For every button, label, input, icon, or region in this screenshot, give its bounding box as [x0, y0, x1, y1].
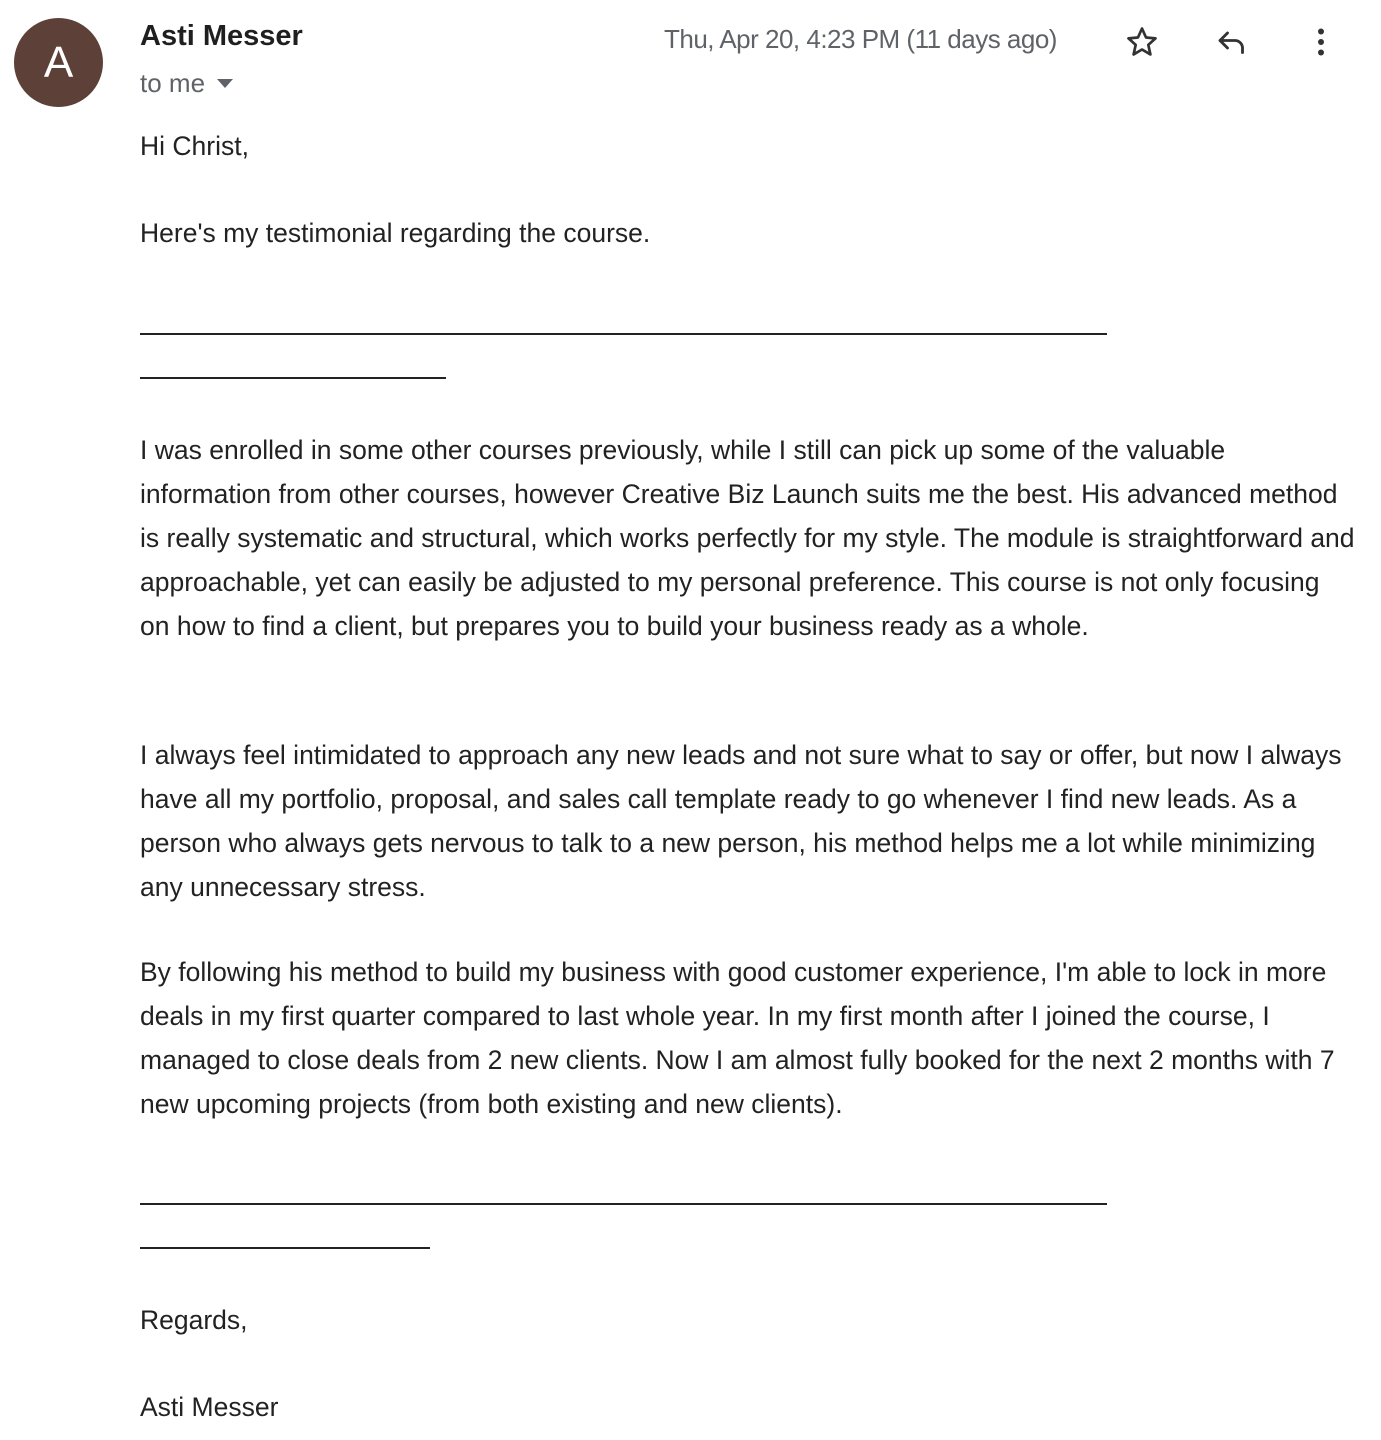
recipient-details-toggle[interactable]: [140, 68, 233, 99]
body-paragraph-1: I was enrolled in some other courses previously, while I still can pick up some of the valuable information from other courses, however Creative Biz Launch suits me the best. His advanced method is really systematic and structural, which works perfectly for my style. The module is straightforward and approachable, yet can easily be adjusted to my personal preference. This course is not only focusing on how to find a client, but prepares you to build your business ready as a whole.: [140, 435, 1355, 641]
more-vertical-icon: [1303, 24, 1339, 60]
closing: Regards,: [140, 1305, 248, 1335]
chevron-down-icon: [217, 79, 233, 88]
greeting: Hi Christ,: [140, 131, 249, 161]
divider-line: [140, 1247, 430, 1249]
sender-name: Asti Messer: [140, 20, 303, 52]
body-paragraph-2: I always feel intimidated to approach any new leads and not sure what to say or offer, but now I always have all my portfolio, proposal, and sales call template ready to go whenever I find new leads. As a person who always gets nervous to talk to a new person, his method helps me a lot while minimizing any unnecessary stress.: [140, 740, 1342, 902]
avatar: A: [14, 18, 103, 107]
divider-line: [140, 377, 446, 379]
star-icon: [1124, 24, 1160, 60]
reply-icon: [1214, 24, 1250, 60]
more-options-button[interactable]: [1301, 22, 1341, 62]
recipient-label: to me: [140, 68, 206, 98]
star-button[interactable]: [1122, 22, 1162, 62]
reply-button[interactable]: [1212, 22, 1252, 62]
intro-text: Here's my testimonial regarding the course.: [140, 218, 651, 248]
divider-line: [140, 333, 1107, 335]
signature: Asti Messer: [140, 1392, 279, 1422]
body-paragraph-3: By following his method to build my business with good customer experience, I'm able to lock in more deals in my first quarter compared to last whole year. In my first month after I joined the course, I managed to close deals from 2 new clients. Now I am almost fully booked for the next 2 months with 7 new upcoming projects (from both existing and new clients).: [140, 957, 1335, 1119]
message-date: Thu, Apr 20, 4:23 PM (11 days ago): [664, 24, 1057, 54]
divider-line: [140, 1203, 1107, 1205]
